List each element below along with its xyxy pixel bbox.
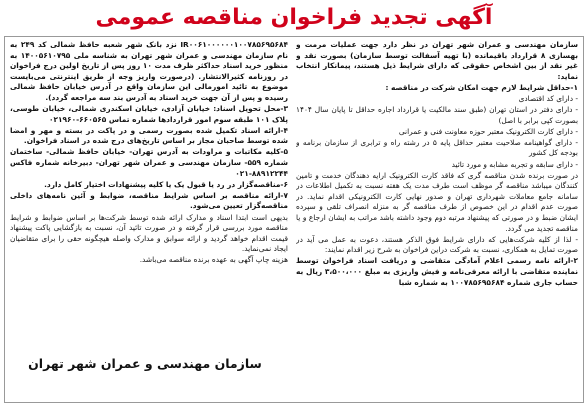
item-5-paragraph: ۵-کلیه مکاتبات و مراودات به آدرس تهران- خیابان حافظ شمالی- ساختمان شماره ۵۵۹- سازمان مهندسی و عمران شهر تهران- دبیرخانه شماره فاکس ۸۸۹۱۲۲۴۴-۰۲۱ — [10, 147, 288, 178]
electronic-card-paragraph: در صورت برنده شدن مناقصه گری که فاقد کارت الکترونیک ارایه دهندگان خدمت و تامین کنندگان میباشد مناقصه گر موظف است طرف مدت یک هفته نسبت به تکمیل اطلاعات در سامانه جامع معاملات شهرداری تهران و صدور نهایی کارت الکترونیکی اقدام نماید. در صورت عدم اقدام در این خصوص از طرف مناقصه گر به منزله انصراف تلقی و سپرده ایشان ضبط و در صورتی که پیشنهاد مرتبه دوم وجود داشته باشد مراتب به ایشان ارجاع و یا مناقصه تجدید می گردد. — [296, 170, 578, 233]
item-3-paragraph: ۳-محل تحویل اسناد: خیابان آزادی، خیابان اسکندری شمالی، خیابان طوسی، پلاک ۱۰۱ طبقه سوم امور قراردادها شماره تماس ۶۶۰۵۶۵-۰۲۱۹۶۰ — [10, 104, 288, 124]
left-column — [10, 40, 288, 401]
cost-note: هزینه چاپ آگهی به عهده برنده مناقصه می‌باشد. — [139, 255, 288, 265]
requirement-certificate: - دارای گواهینامه صلاحیت معتبر حداقل پایه ۵ در رشته راه و ترابری از سازمان برنامه و بودجه کل کشور — [296, 137, 578, 158]
item-6-paragraph: ۶-مناقصه‌گزار در رد یا قبول یک یا کلیه پیشنهادات اختیار کامل دارد. — [44, 179, 288, 189]
requirement-economic-code: - دارای کد اقتصادی — [518, 93, 578, 103]
requirement-office: - دارای دفتر در استان تهران (طبق سند مالکیت یا قرارداد اجاره حداقل تا پایان سال ۱۴۰۴ بصورت کپی برابر با اصل) — [296, 105, 578, 125]
invitation-paragraph: - لذا از کلیه شرکت‌هایی که دارای شرایط فوق الذکر هستند، دعوت به عمل می آید در صورت تمایل به همکاری، نسبت به شرکت دراین فراخوان به شرح زیر اقدام نمایند: — [296, 234, 578, 255]
final-paragraph: بدیهی است ابتدا اسناد و مدارک ارائه شده توسط شرکت‌ها بر اساس ضوابط و شرایط مناقصه مورد بررسی قرار گرفته و در صورت تائید آن، نسبت به بازگشایی پاکت پیشنهاد قیمت اقدام خواهد گردید و ارائه سوابق و مدارک واصله هیچگونه حقی را برای متقاضیان ایجاد نمی‌نماید. — [10, 212, 288, 254]
requirements-heading: ۱-حداقل شرایط لازم جهت امکان شرکت در مناقصه : — [385, 82, 578, 92]
intro-paragraph: سازمان مهندسی و عمران شهر تهران در نظر دارد جهت عملیات مرمت و بهسازی ۸ قرارداد باقیمانده (با تهیه آسفالت توسط سازمان) بصورت نقد و غیر نقد از بین اشخاص حقوقی که دارای شرایط ذیل هستند، پیمانکار انتخاب نماید: — [296, 40, 578, 81]
item-7-paragraph: ۷-ارائه مناقصه بر اساس شرایط مناقصه، ضوابط و آئین نامه‌های داخلی مناقصه‌گزار تعیین می‌شود. — [10, 190, 288, 211]
organization-signature: سازمان مهندسی و عمران شهر تهران — [28, 356, 262, 371]
right-column — [296, 40, 578, 401]
item-4-paragraph: ۴-ارائه اسناد تکمیل شده بصورت رسمی و در پاکت در بسته و مهر و امضا شده توسط صاحبان مجاز بر اساس تاریخ‌های درج شده در اسناد فراخوان. — [10, 125, 288, 146]
notice-title: آگهی تجدید فراخوان مناقصه عمومی — [95, 5, 493, 30]
item-2-continuation: IR۰۰۶۱۰۰۰۰۰۰۱۰۰۷۸۵۶۹۵۶۸۴ نزد بانک شهر شعبه حافظ شمالی کد ۲۴۹ به نام سازمان مهندسی و عمران شهر تهران به شناسه ملی ۱۴۰۰۵۶۱۰۷۹۵ به منظور خرید اسناد حداکثر ظرف مدت ۱۰ روز پس از تاریخ اولین درج فراخوان در روزنامه کثیرالانتشار. (درصورت واریز وجه از طریق اینترنتی می‌بایست موضوع به تائید امورمالی این سازمان واقع در آدرس خیابان حافظ شمالی رسیده و پس از آن جهت خرید اسناد به آدرس بند سه مراجعه گردد). — [10, 40, 288, 102]
requirement-experience: - دارای سابقه و تجربه مشابه و مورد تائید — [451, 159, 578, 169]
item-2-paragraph: ۲-ارائه نامه رسمی اعلام آمادگی متقاضی و دریافت اسناد فراخوان توسط نماینده متقاضی با ارائه معرفی‌نامه و فیش واریزی به مبلغ ۳،۵۰۰،۰۰۰ ریال به حساب جاری شماره ۱۰۰۷۸۵۶۹۵۶۸۴ به شماره شبا — [296, 256, 578, 287]
requirement-electronic-card: - دارای کارت الکترونیک معتبر حوزه معاونت فنی و عمرانی — [398, 126, 578, 136]
